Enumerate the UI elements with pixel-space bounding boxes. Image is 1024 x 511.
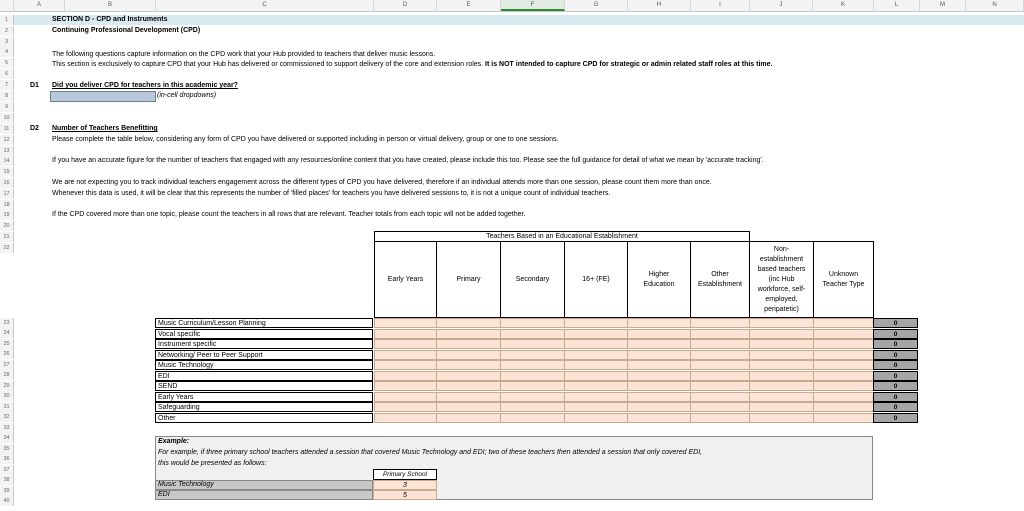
teacher-count-input[interactable] [690,402,750,412]
teacher-count-input[interactable] [627,413,691,423]
example-text-1: For example, if three primary school teachers attended a session that covered Music Technology and EDI; two of these teachers then attended a session that only covered EDI, [158,449,703,456]
row-header[interactable]: 23 [0,318,14,328]
row-total: 0 [873,381,918,391]
row-header[interactable]: 11 [0,124,14,134]
column-header-l[interactable]: L [874,0,920,11]
teacher-count-input[interactable] [627,350,691,360]
teacher-count-input[interactable] [374,318,437,328]
teacher-count-input[interactable] [500,392,565,402]
teacher-count-input[interactable] [374,329,437,339]
teacher-count-input[interactable] [436,350,501,360]
teacher-count-input[interactable] [436,360,501,370]
question-code-d2: D2 [30,125,39,132]
teacher-count-input[interactable] [813,413,874,423]
header-early-years: Early Years [374,241,437,318]
example-row-value: 5 [373,490,437,500]
teacher-count-input[interactable] [564,413,628,423]
row-header[interactable]: 37 [0,465,14,475]
d1-note: (in-cell dropdowns) [157,92,217,99]
row-total: 0 [873,413,918,423]
row-header[interactable]: 34 [0,433,14,443]
row-total: 0 [873,360,918,370]
topic-label: Other [155,413,373,423]
teacher-count-input[interactable] [500,318,565,328]
teacher-count-input[interactable] [374,402,437,412]
teacher-count-input[interactable] [436,318,501,328]
teacher-count-input[interactable] [813,392,874,402]
row-header[interactable]: 1 [0,15,14,25]
teacher-count-input[interactable] [749,371,814,381]
teacher-count-input[interactable] [436,339,501,349]
teacher-count-input[interactable] [690,350,750,360]
teacher-count-input[interactable] [436,371,501,381]
teacher-count-input[interactable] [690,381,750,391]
d2-text-1: Please complete the table below, considering any form of CPD you have delivered or supported including in person or virtual delivery, group or one to one sessions. [52,136,559,143]
header-primary: Primary [436,241,501,318]
column-header-i[interactable]: I [691,0,750,11]
row-header[interactable]: 6 [0,69,14,79]
teacher-count-input[interactable] [627,360,691,370]
example-title: Example: [158,438,190,445]
teacher-count-input[interactable] [374,350,437,360]
teacher-count-input[interactable] [564,381,628,391]
column-header-f[interactable]: F [501,0,565,11]
header-16-plus-fe: 16+ (FE) [564,241,628,318]
column-header-bar [0,0,1024,12]
row-header[interactable]: 15 [0,167,14,177]
d1-dropdown-input[interactable] [50,91,156,102]
row-total: 0 [873,402,918,412]
row-total: 0 [873,329,918,339]
column-header-g[interactable]: G [565,0,628,11]
row-header[interactable]: 35 [0,444,14,454]
teacher-count-input[interactable] [500,339,565,349]
teacher-count-input[interactable] [813,381,874,391]
column-header-k[interactable]: K [813,0,874,11]
example-row-label: Music Technology [158,481,214,488]
teacher-count-input[interactable] [813,339,874,349]
column-header-a[interactable]: A [14,0,65,11]
teacher-count-input[interactable] [813,371,874,381]
topic-label: Instrument specific [155,339,373,349]
group-header: Teachers Based in an Educational Establishment [374,231,750,242]
row-header[interactable]: 10 [0,113,14,123]
teacher-count-input[interactable] [500,371,565,381]
d2-text-3: We are not expecting you to track individual teachers engagement across the different types of CPD you have delivered, therefore if an individual attends more than one session, please count them more than once. [52,179,712,186]
column-header-e[interactable]: E [437,0,501,11]
column-header-h[interactable]: H [628,0,691,11]
teacher-count-input[interactable] [749,360,814,370]
teacher-count-input[interactable] [374,381,437,391]
row-header[interactable]: 2 [0,26,14,36]
d2-text-2: If you have an accurate figure for the number of teachers that engaged with any resources/online content that you have created, please include this too. Please see the full guidance for detail of what we mean by 'accurate tracking'. [52,157,764,164]
column-header-n[interactable]: N [966,0,1024,11]
teacher-count-input[interactable] [374,392,437,402]
row-header[interactable]: 24 [0,328,14,338]
column-header-c[interactable]: C [156,0,374,11]
teacher-count-input[interactable] [690,392,750,402]
row-header[interactable]: 26 [0,349,14,359]
teacher-count-input[interactable] [813,329,874,339]
teacher-count-input[interactable] [374,339,437,349]
teacher-count-input[interactable] [564,339,628,349]
topic-label: Early Years [155,392,373,402]
topic-label: SEND [155,381,373,391]
example-row-value: 3 [373,480,437,490]
teacher-count-input[interactable] [500,413,565,423]
example-text-2: this would be presented as follows: [158,460,267,467]
teacher-count-input[interactable] [564,318,628,328]
row-header[interactable]: 33 [0,423,14,433]
row-header[interactable]: 12 [0,135,14,145]
row-header[interactable]: 38 [0,475,14,485]
row-header[interactable]: 5 [0,58,14,68]
teacher-count-input[interactable] [813,350,874,360]
teacher-count-input[interactable] [500,329,565,339]
question-d1: Did you deliver CPD for teachers in this academic year? [52,82,238,89]
teacher-count-input[interactable] [436,413,501,423]
row-header[interactable]: 7 [0,80,14,90]
teacher-count-input[interactable] [627,381,691,391]
teacher-count-input[interactable] [564,360,628,370]
row-header[interactable]: 31 [0,402,14,412]
intro-text-1: The following questions capture information on the CPD work that your Hub provided to teachers that deliver music lessons. [52,51,436,58]
row-header[interactable]: 8 [0,91,14,101]
teacher-count-input[interactable] [374,413,437,423]
row-header[interactable]: 19 [0,210,14,220]
row-total: 0 [873,371,918,381]
topic-label: Music Curriculum/Lesson Planning [155,318,373,328]
header-unknown-teacher-type: Unknown Teacher Type [813,241,874,318]
teacher-count-input[interactable] [749,339,814,349]
header-non-establishment: Non-establishment based teachers (inc Hub workforce, self-employed, peripatetic) [749,241,814,318]
teacher-count-input[interactable] [690,339,750,349]
teacher-count-input[interactable] [436,392,501,402]
teacher-count-input[interactable] [813,402,874,412]
teacher-count-input[interactable] [436,381,501,391]
topic-label: Music Technology [155,360,373,370]
column-header-m[interactable]: M [920,0,966,11]
teacher-count-input[interactable] [374,360,437,370]
d2-text-4: Whenever this data is used, it will be clear that this represents the number of 'filled places' for teachers you have delivered sessions to, it is not a unique count of individual teachers. [52,190,611,197]
teacher-count-input[interactable] [627,318,691,328]
teacher-count-input[interactable] [749,402,814,412]
header-higher-education: Higher Education [627,241,691,318]
row-header[interactable]: 22 [0,243,14,253]
row-total: 0 [873,392,918,402]
topic-label: Vocal specific [155,329,373,339]
row-total: 0 [873,350,918,360]
teacher-count-input[interactable] [436,402,501,412]
header-secondary: Secondary [500,241,565,318]
teacher-count-input[interactable] [436,329,501,339]
teacher-count-input[interactable] [749,318,814,328]
row-header[interactable]: 9 [0,102,14,112]
row-header[interactable]: 14 [0,156,14,166]
teacher-count-input[interactable] [564,371,628,381]
teacher-count-input[interactable] [500,402,565,412]
example-row-label: EDI [158,491,170,498]
teacher-count-input[interactable] [500,360,565,370]
teacher-count-input[interactable] [749,350,814,360]
example-row-edi [155,490,373,500]
row-header[interactable]: 17 [0,189,14,199]
intro-text-2: This section is exclusively to capture CPD that your Hub has delivered or commissioned to support delivery of the core and extension roles. It is NOT intended to capture CPD for strategic or admin related staff roles at this time. [52,61,773,68]
row-header[interactable]: 32 [0,412,14,422]
row-header[interactable]: 27 [0,360,14,370]
row-total: 0 [873,339,918,349]
teacher-count-input[interactable] [749,329,814,339]
teacher-count-input[interactable] [564,329,628,339]
teacher-count-input[interactable] [690,329,750,339]
teacher-count-input[interactable] [749,413,814,423]
teacher-count-input[interactable] [500,350,565,360]
column-header-b[interactable]: B [65,0,156,11]
row-header[interactable]: 13 [0,146,14,156]
section-subtitle: Continuing Professional Development (CPD) [52,27,201,34]
header-other-establishment: Other Establishment [690,241,750,318]
example-col-header: Primary School [373,469,437,480]
row-header[interactable]: 39 [0,486,14,496]
teacher-count-input[interactable] [690,360,750,370]
row-header[interactable]: 4 [0,47,14,57]
section-title: SECTION D - CPD and Instruments [52,16,168,23]
question-code-d1: D1 [30,82,39,89]
d2-text-5: If the CPD covered more than one topic, please count the teachers in all rows that are relevant. Teacher totals from each topic will not be added together. [52,211,526,218]
column-header-j[interactable]: J [750,0,813,11]
teacher-count-input[interactable] [690,413,750,423]
topic-label: Networking/ Peer to Peer Support [155,350,373,360]
teacher-count-input[interactable] [690,371,750,381]
teacher-count-input[interactable] [627,402,691,412]
row-header[interactable]: 28 [0,370,14,380]
topic-label: EDI [155,371,373,381]
row-header[interactable]: 16 [0,178,14,188]
topic-label: Safeguarding [155,402,373,412]
row-header[interactable]: 25 [0,339,14,349]
teacher-count-input[interactable] [749,392,814,402]
teacher-count-input[interactable] [813,360,874,370]
row-header[interactable]: 29 [0,381,14,391]
teacher-count-input[interactable] [690,318,750,328]
teacher-count-input[interactable] [627,329,691,339]
row-header[interactable]: 36 [0,454,14,464]
teacher-count-input[interactable] [500,381,565,391]
teacher-count-input[interactable] [627,339,691,349]
row-header[interactable]: 21 [0,232,14,242]
teacher-count-input[interactable] [564,402,628,412]
row-header[interactable]: 30 [0,391,14,401]
teacher-count-input[interactable] [813,318,874,328]
row-header[interactable]: 40 [0,496,14,506]
teacher-count-input[interactable] [564,350,628,360]
teacher-count-input[interactable] [374,371,437,381]
select-all-corner[interactable] [0,0,14,11]
row-header[interactable]: 3 [0,37,14,47]
teacher-count-input[interactable] [627,371,691,381]
row-header[interactable]: 18 [0,200,14,210]
row-total: 0 [873,318,918,328]
row-header[interactable]: 20 [0,221,14,231]
question-d2-heading: Number of Teachers Benefitting [52,125,158,132]
teacher-count-input[interactable] [749,381,814,391]
teacher-count-input[interactable] [564,392,628,402]
column-header-d[interactable]: D [374,0,437,11]
teacher-count-input[interactable] [627,392,691,402]
